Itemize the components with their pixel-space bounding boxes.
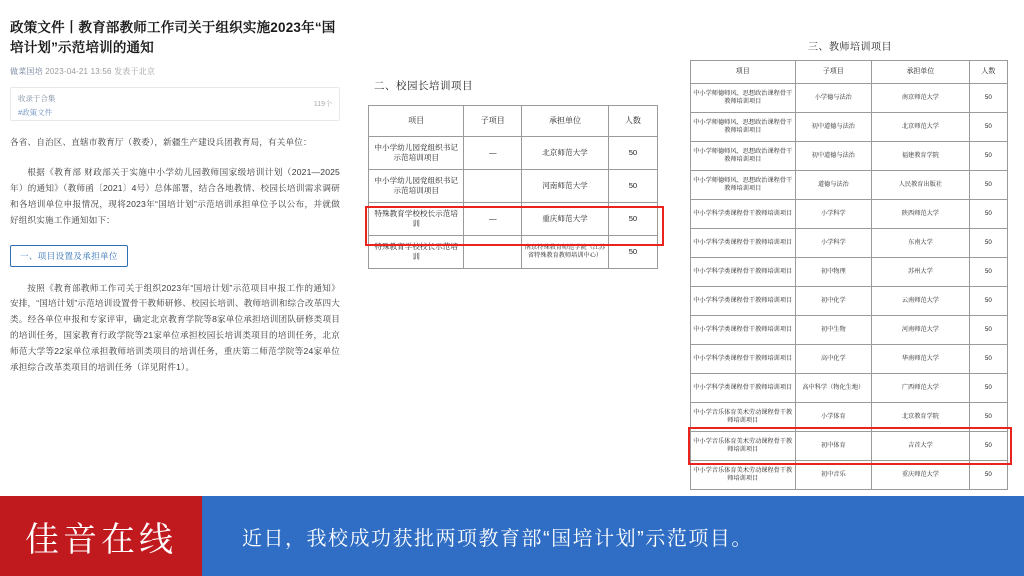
- table-row: [369, 170, 658, 203]
- cell-unit: 华南师范大学: [872, 345, 970, 374]
- cell-count: 50: [969, 113, 1007, 142]
- table-row: [691, 171, 1008, 200]
- collection-box[interactable]: [10, 87, 340, 121]
- cell-count: 50: [969, 171, 1007, 200]
- cell-unit: 云南师范大学: [872, 287, 970, 316]
- cell-unit: 吉首大学: [872, 432, 970, 461]
- cell-sub: 小学科学: [795, 229, 872, 258]
- cell-count: 50: [969, 461, 1007, 490]
- cell-item: 中小学音乐体育美术劳动课程骨干教师培训项目: [691, 461, 796, 490]
- cell-item: 中小学音乐体育美术劳动课程骨干教师培训项目: [691, 432, 796, 461]
- article-location: 发表于北京: [114, 67, 156, 77]
- cell-sub: 高中化学: [795, 345, 872, 374]
- cell-item: 中小学科学类课程骨干教师培训项目: [691, 316, 796, 345]
- cell-sub: 初中生物: [795, 316, 872, 345]
- cell-item: 中小学科学类课程骨干教师培训项目: [691, 287, 796, 316]
- cell-unit: 北京师范大学: [522, 137, 609, 170]
- cell-count: 50: [969, 316, 1007, 345]
- column-header: 承担单位: [872, 61, 970, 84]
- right-table-panel: [690, 38, 1010, 490]
- cell-item: 中小学幼儿园党组织书记示范培训项目: [369, 170, 464, 203]
- cell-sub: 小学科学: [795, 200, 872, 229]
- cell-item: 中小学科学类课程骨干教师培训项目: [691, 374, 796, 403]
- banner-brand-block: [0, 496, 202, 576]
- right-table-body: [691, 84, 1008, 490]
- section-heading-2: 二、校园长培训项目: [374, 80, 473, 92]
- section-heading-1: 一、项目设置及承担单位: [10, 245, 128, 267]
- cell-sub: 初中道德与法治: [795, 142, 872, 171]
- collection-count: 119个: [313, 101, 332, 109]
- cell-count: 50: [608, 170, 657, 203]
- table-header-row: [691, 61, 1008, 84]
- article-panel: [10, 18, 340, 458]
- table-header-row: [369, 106, 658, 137]
- cell-count: 50: [969, 287, 1007, 316]
- cell-unit: 陕西师范大学: [872, 200, 970, 229]
- table-row: [691, 229, 1008, 258]
- cell-unit: 苏州大学: [872, 258, 970, 287]
- cell-count: 50: [969, 229, 1007, 258]
- cell-item: 中小学师德师风、思想政治课程骨干教师培训项目: [691, 84, 796, 113]
- column-header: 承担单位: [522, 106, 609, 137]
- table-row: [691, 113, 1008, 142]
- table-row: [691, 142, 1008, 171]
- cell-item: 中小学科学类课程骨干教师培训项目: [691, 345, 796, 374]
- teacher-training-table: [690, 60, 1008, 490]
- article-paragraph: 按照《教育部教师工作司关于组织2023年“国培计划”示范项目申报工作的通知》安排，“国培计划”示范培训设置骨干教师研修、校园长培训、教师培训和综合改革四大类。经各单位申报和专家评审，确定北京教育学院等8家单位承担培训团队研修类项目的培训任务，国家教育行政学院等21家单位承担校园长培训类项目的培训任务，北京师范大学等22家单位承担教师培训类项目的培训任务，重庆第二师范学院等24家单位承担综合改革类项目的培训任务（详见附件1）。: [10, 282, 340, 373]
- column-header: 子项目: [795, 61, 872, 84]
- table-row: [691, 84, 1008, 113]
- cell-unit: 南京师范大学: [872, 84, 970, 113]
- collection-label: 收录于合集: [18, 94, 56, 104]
- table-row: [691, 200, 1008, 229]
- table-row: [691, 345, 1008, 374]
- school-principal-training-table: [368, 105, 658, 269]
- banner-message-block: [202, 496, 1024, 576]
- article-meta: [10, 66, 340, 77]
- cell-sub: 小学体育: [795, 403, 872, 432]
- page-title: 政策文件丨教育部教师工作司关于组织实施2023年“国培计划”示范培训的通知: [10, 20, 336, 55]
- column-header: 子项目: [464, 106, 522, 137]
- cell-sub: 初中音乐: [795, 461, 872, 490]
- cell-unit: 广西师范大学: [872, 374, 970, 403]
- table-row-highlighted: [691, 461, 1008, 490]
- cell-unit: 福建教育学院: [872, 142, 970, 171]
- cell-item: 中小学音乐体育美术劳动课程骨干教师培训项目: [691, 403, 796, 432]
- banner-message-text: 近日，我校成功获批两项教育部“国培计划”示范项目。: [242, 527, 753, 550]
- table-row: [691, 432, 1008, 461]
- middle-table-body: [369, 137, 658, 269]
- cell-item: 中小学师德师风、思想政治课程骨干教师培训项目: [691, 142, 796, 171]
- cell-sub: —: [464, 203, 522, 236]
- cell-count: 50: [608, 236, 657, 269]
- cell-item: 中小学科学类课程骨干教师培训项目: [691, 200, 796, 229]
- article-date: 2023-04-21 13:56: [45, 67, 112, 77]
- cell-count: 50: [969, 142, 1007, 171]
- cell-item: 特殊教育学校校长示范培训: [369, 236, 464, 269]
- table-row: [691, 287, 1008, 316]
- cell-count: 50: [969, 84, 1007, 113]
- cell-unit: 南京特殊教育师范学院（江苏省特殊教育教师培训中心）: [522, 236, 609, 269]
- table-row: [691, 316, 1008, 345]
- cell-item: 中小学科学类课程骨干教师培训项目: [691, 258, 796, 287]
- cell-unit: 北京教育学院: [872, 403, 970, 432]
- table-row: [691, 374, 1008, 403]
- column-header: 人数: [608, 106, 657, 137]
- middle-table-panel: [360, 78, 670, 269]
- column-header: 人数: [969, 61, 1007, 84]
- cell-unit: 重庆师范大学: [872, 461, 970, 490]
- cell-count: 50: [969, 374, 1007, 403]
- cell-sub: 初中体育: [795, 432, 872, 461]
- table-row: [691, 403, 1008, 432]
- cell-unit: 重庆师范大学: [522, 203, 609, 236]
- cell-unit: 东南大学: [872, 229, 970, 258]
- section-heading-3: 三、教师培训项目: [808, 42, 892, 53]
- table-row: [369, 137, 658, 170]
- cell-count: 50: [969, 200, 1007, 229]
- cell-count: 50: [608, 137, 657, 170]
- banner-brand-text: 佳音在线: [25, 519, 177, 560]
- article-paragraph: 各省、自治区、直辖市教育厅（教委），新疆生产建设兵团教育局，有关单位：: [10, 137, 312, 148]
- cell-item: 特殊教育学校校长示范培训: [369, 203, 464, 236]
- cell-sub: 初中物理: [795, 258, 872, 287]
- bottom-banner: [0, 496, 1024, 576]
- cell-count: 50: [608, 203, 657, 236]
- cell-unit: 河南师范大学: [872, 316, 970, 345]
- article-source: 做菜国培: [10, 67, 43, 77]
- table-row-highlighted: [369, 203, 658, 236]
- cell-sub: 道德与法治: [795, 171, 872, 200]
- cell-sub: [464, 170, 522, 203]
- cell-sub: 高中科学（物化生地）: [795, 374, 872, 403]
- cell-count: 50: [969, 432, 1007, 461]
- table-row: [691, 258, 1008, 287]
- cell-sub: [464, 236, 522, 269]
- cell-unit: 河南师范大学: [522, 170, 609, 203]
- cell-count: 50: [969, 403, 1007, 432]
- column-header: 项目: [691, 61, 796, 84]
- cell-item: 中小学师德师风、思想政治课程骨干教师培训项目: [691, 171, 796, 200]
- cell-item: 中小学幼儿园党组织书记示范培训项目: [369, 137, 464, 170]
- column-header: 项目: [369, 106, 464, 137]
- cell-sub: 初中道德与法治: [795, 113, 872, 142]
- cell-sub: 小学德与法治: [795, 84, 872, 113]
- cell-count: 50: [969, 345, 1007, 374]
- cell-unit: 人民教育出版社: [872, 171, 970, 200]
- cell-item: 中小学师德师风、思想政治课程骨干教师培训项目: [691, 113, 796, 142]
- article-paragraph: 根据《教育部 财政部关于实施中小学幼儿园教师国家级培训计划（2021—2025年）的通知》（教师函〔2021〕4号）总体部署，结合各地教情、校园长培训需求调研和各培训单位申报情况，现将2023年“国培计划”示范培训承担单位予以公布，并就做好组织实施工作通知如下：: [10, 167, 340, 225]
- cell-sub: —: [464, 137, 522, 170]
- cell-unit: 北京师范大学: [872, 113, 970, 142]
- cell-sub: 初中化学: [795, 287, 872, 316]
- collection-tag[interactable]: #政策文件: [18, 108, 53, 118]
- cell-item: 中小学科学类课程骨干教师培训项目: [691, 229, 796, 258]
- cell-count: 50: [969, 258, 1007, 287]
- table-row: [369, 236, 658, 269]
